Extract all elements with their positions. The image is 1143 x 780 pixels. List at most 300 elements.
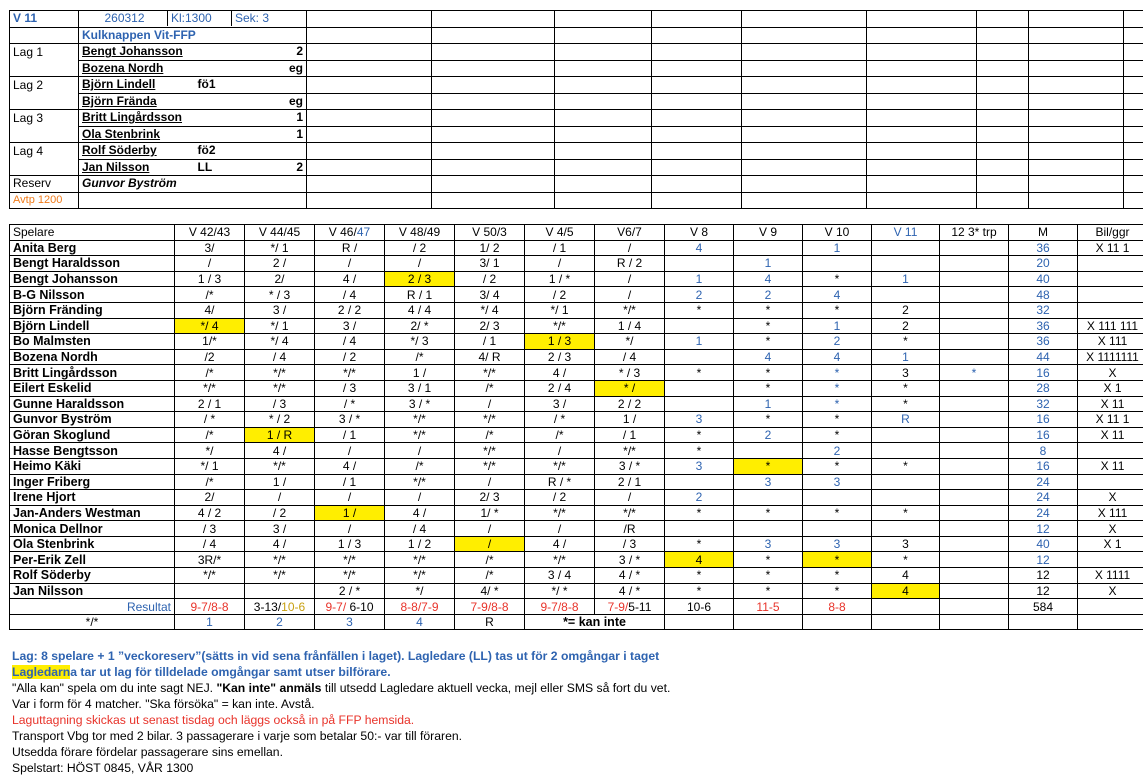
availability-cell: */ * (525, 583, 595, 599)
column-header: V 11 (872, 225, 940, 241)
availability-cell: 4 / (385, 505, 455, 521)
player-row (10, 521, 1143, 537)
availability-cell: */* (455, 412, 525, 428)
lag-label (10, 126, 79, 143)
availability-cell: / 4 (315, 287, 385, 303)
availability-cell: / 4 (245, 349, 315, 365)
availability-cell: X (1078, 521, 1143, 537)
player-name-cell: Bengt Haraldsson (10, 256, 175, 272)
availability-cell: 32 (1009, 302, 1078, 318)
player-row (10, 412, 1143, 428)
availability-cell: * (803, 380, 872, 396)
availability-cell: 1/* (175, 334, 245, 350)
availability-cell: * (872, 552, 940, 568)
availability-cell: / * (315, 396, 385, 412)
availability-cell: * (872, 380, 940, 396)
availability-cell: */* (455, 365, 525, 381)
empty-cell (307, 159, 432, 176)
availability-cell: 3 (803, 536, 872, 552)
availability-cell: / (175, 256, 245, 272)
column-header: Bil/ggr (1078, 225, 1143, 241)
empty-cell (652, 126, 742, 143)
note-line-7: Utsedda förare fördelar passagerare sins emellan. (12, 745, 283, 759)
empty-cell (1124, 159, 1143, 176)
availability-cell: X 1 (1078, 380, 1143, 396)
availability-cell: 16 (1009, 412, 1078, 428)
availability-cell: / 4 (385, 521, 455, 537)
availability-cell: * (665, 505, 734, 521)
availability-cell: */* (525, 552, 595, 568)
lag-label: Lag 2 (10, 77, 79, 94)
availability-cell: 12 (1009, 552, 1078, 568)
availability-cell: 48 (1009, 287, 1078, 303)
legend-1: 1 (175, 614, 245, 630)
availability-cell: / (385, 256, 455, 272)
availability-cell: * / 3 (595, 365, 665, 381)
availability-cell: / (245, 490, 315, 506)
availability-cell: / 1 (595, 427, 665, 443)
availability-cell: * (734, 505, 803, 521)
empty-cell (742, 27, 867, 44)
empty-cell (555, 11, 652, 28)
availability-cell (940, 458, 1009, 474)
availability-cell: 1 / 4 (595, 318, 665, 334)
match-info-row (10, 11, 1143, 28)
availability-cell (940, 443, 1009, 459)
availability-cell: 2/ (245, 271, 315, 287)
result-v46-part: 9-7/ (325, 599, 347, 614)
availability-cell: 4 (665, 552, 734, 568)
reserve-label: Reserv (10, 176, 79, 193)
availability-cell: */ 4 (175, 318, 245, 334)
availability-cell: 4 / (245, 536, 315, 552)
column-header: 12 3* trp (940, 225, 1009, 241)
lineup-row (10, 93, 1143, 110)
availability-cell: * (803, 583, 872, 599)
empty-cell (652, 44, 742, 61)
availability-cell: 1/ * (455, 505, 525, 521)
availability-cell (872, 427, 940, 443)
availability-cell (940, 427, 1009, 443)
empty-cell (432, 176, 555, 193)
availability-cell: 2 / 3 (525, 349, 595, 365)
availability-cell: */* (595, 505, 665, 521)
empty-cell (1029, 110, 1124, 127)
availability-cell (734, 443, 803, 459)
empty-cell (872, 614, 940, 630)
availability-cell (940, 349, 1009, 365)
player-value (273, 77, 303, 92)
empty-cell (867, 93, 977, 110)
availability-cell: 1/ 2 (455, 240, 525, 256)
availability-cell: 4 / (525, 365, 595, 381)
availability-cell (940, 287, 1009, 303)
availability-cell: */ 4 (455, 302, 525, 318)
result-v44 (245, 599, 315, 615)
availability-cell: / (315, 490, 385, 506)
availability-cell: /* (175, 427, 245, 443)
empty-cell (432, 77, 555, 94)
availability-cell (940, 583, 1009, 599)
empty-cell (652, 27, 742, 44)
player-row (10, 505, 1143, 521)
availability-cell (872, 240, 940, 256)
empty-cell (1029, 143, 1124, 160)
player-value: eg (288, 93, 303, 108)
result-v6-part: 7-9/ (607, 599, 629, 614)
empty-cell (1029, 93, 1124, 110)
lineup-row (10, 60, 1143, 77)
availability-cell (175, 583, 245, 599)
availability-cell: X (1078, 365, 1143, 381)
availability-cell: * (803, 552, 872, 568)
availability-cell (940, 505, 1009, 521)
availability-cell: / (315, 256, 385, 272)
availability-cell: */ 1 (245, 240, 315, 256)
empty-cell (432, 126, 555, 143)
empty-cell (867, 176, 977, 193)
empty-cell (867, 159, 977, 176)
lineup-player-line (82, 77, 303, 92)
availability-cell: 2/ * (385, 318, 455, 334)
availability-cell: X 11 1 (1078, 240, 1143, 256)
result-v4-part: 9-7/8-8 (540, 599, 579, 614)
availability-cell: * (734, 334, 803, 350)
result-v48 (385, 599, 455, 615)
lineup-player-line (82, 44, 303, 59)
empty-cell (977, 60, 1029, 77)
result-v46 (315, 599, 385, 615)
availability-cell: 24 (1009, 474, 1078, 490)
empty-cell (742, 93, 867, 110)
availability-cell: 1 / 3 (525, 334, 595, 350)
availability-cell: 2 / * (315, 583, 385, 599)
availability-cell: 28 (1009, 380, 1078, 396)
player-row (10, 287, 1143, 303)
availability-cell: 4 (665, 240, 734, 256)
availability-cell: 4 (872, 568, 940, 584)
availability-cell: 1 (803, 240, 872, 256)
availability-cell: 12 (1009, 568, 1078, 584)
availability-cell: 36 (1009, 334, 1078, 350)
empty-cell (555, 110, 652, 127)
player-name: Rolf Söderby (82, 143, 157, 158)
empty-cell (432, 110, 555, 127)
empty-cell (79, 192, 307, 209)
empty-cell (1124, 27, 1143, 44)
empty-cell (652, 11, 742, 28)
empty-cell (1029, 126, 1124, 143)
availability-cell: / 4 (315, 334, 385, 350)
result-total: 584 (1009, 599, 1078, 615)
availability-cell: * (665, 536, 734, 552)
empty-cell (555, 44, 652, 61)
empty-cell (555, 159, 652, 176)
empty-cell (10, 27, 79, 44)
empty-cell (940, 599, 1009, 615)
player-name-cell: Irene Hjort (10, 490, 175, 506)
player-row (10, 256, 1143, 272)
availability-cell (940, 521, 1009, 537)
availability-cell: * / (595, 380, 665, 396)
empty-cell (734, 614, 803, 630)
player-row (10, 302, 1143, 318)
team-name-row (10, 27, 1143, 44)
column-header: V6/7 (595, 225, 665, 241)
availability-cell: * (803, 302, 872, 318)
availability-cell: * (803, 271, 872, 287)
availability-cell: 3/ 4 (455, 287, 525, 303)
player-value: eg (288, 60, 303, 75)
availability-cell: 2/ (175, 490, 245, 506)
player-role (198, 44, 258, 59)
empty-cell (1029, 176, 1124, 193)
availability-cell: / (525, 256, 595, 272)
availability-cell (734, 240, 803, 256)
availability-cell: 4 (803, 287, 872, 303)
availability-cell: 2 / 1 (595, 474, 665, 490)
player-name-cell: Hasse Bengtsson (10, 443, 175, 459)
reserve-row (10, 176, 1143, 193)
empty-cell (977, 93, 1029, 110)
empty-cell (867, 27, 977, 44)
empty-cell (1029, 77, 1124, 94)
availability-cell: /R (595, 521, 665, 537)
availability-cell (1078, 474, 1143, 490)
player-name-cell: Heimo Käki (10, 458, 175, 474)
result-v50 (455, 599, 525, 615)
legend-4: 4 (385, 614, 455, 630)
availability-cell (940, 412, 1009, 428)
availability-cell: */* (525, 458, 595, 474)
availability-cell: */ 4 (245, 334, 315, 350)
availability-cell: 40 (1009, 536, 1078, 552)
availability-cell: 2/ 3 (455, 490, 525, 506)
empty-cell (742, 126, 867, 143)
empty-cell (307, 143, 432, 160)
empty-cell (432, 60, 555, 77)
availability-cell: * (734, 365, 803, 381)
empty-cell (803, 614, 872, 630)
availability-cell: / (385, 443, 455, 459)
empty-cell (1029, 27, 1124, 44)
player-row (10, 380, 1143, 396)
availability-cell: 36 (1009, 318, 1078, 334)
availability-cell: /* (525, 427, 595, 443)
availability-cell: * (803, 396, 872, 412)
empty-cell (1029, 44, 1124, 61)
empty-cell (977, 192, 1029, 209)
result-v44-part: 10-6 (281, 599, 306, 614)
note-line-3c: till utsedd Lagledare aktuell vecka, mejl eller SMS så fort du vet. (321, 681, 671, 695)
empty-cell (1124, 77, 1143, 94)
note-line-8: Spelstart: HÖST 0845, VÅR 1300 (12, 761, 194, 775)
availability-cell: 3 (803, 474, 872, 490)
empty-cell (1124, 44, 1143, 61)
player-value: 2 (296, 159, 303, 174)
availability-cell: R (872, 412, 940, 428)
player-value: 2 (296, 44, 303, 59)
availability-cell (665, 349, 734, 365)
availability-cell: 4/ R (455, 349, 525, 365)
empty-cell (307, 93, 432, 110)
availability-cell: / 3 (595, 536, 665, 552)
empty-cell (867, 44, 977, 61)
availability-cell: */* (385, 427, 455, 443)
availability-cell: 2 (734, 427, 803, 443)
player-row (10, 365, 1143, 381)
availability-cell: * (665, 568, 734, 584)
column-header: V 42/43 (175, 225, 245, 241)
availability-cell: 24 (1009, 505, 1078, 521)
lineup-table (9, 10, 1143, 209)
availability-cell: / (595, 240, 665, 256)
empty-cell (867, 11, 977, 28)
availability-cell: */ 3 (385, 334, 455, 350)
availability-cell: / (385, 490, 455, 506)
player-row (10, 271, 1143, 287)
availability-cell: */* (595, 302, 665, 318)
availability-cell: */* (315, 552, 385, 568)
availability-cell: 20 (1009, 256, 1078, 272)
availability-cell (940, 552, 1009, 568)
availability-cell: 12 (1009, 521, 1078, 537)
availability-cell (1078, 302, 1143, 318)
player-row (10, 427, 1143, 443)
availability-cell: 16 (1009, 458, 1078, 474)
availability-cell: / 2 (525, 287, 595, 303)
result-v9 (734, 599, 803, 615)
availability-cell: * (734, 318, 803, 334)
availability-cell: */ (595, 334, 665, 350)
empty-cell (432, 143, 555, 160)
availability-cell: * (665, 427, 734, 443)
empty-cell (432, 11, 555, 28)
availability-cell: 1 (665, 334, 734, 350)
availability-cell: 1 (665, 271, 734, 287)
player-row (10, 458, 1143, 474)
availability-cell: R / 2 (595, 256, 665, 272)
availability-cell: /* (455, 427, 525, 443)
note-line-3b: "Kan inte" anmäls (216, 681, 322, 695)
empty-cell (652, 110, 742, 127)
availability-cell: */ (175, 443, 245, 459)
availability-cell: * (665, 583, 734, 599)
availability-cell (872, 474, 940, 490)
column-header: Spelare (10, 225, 175, 241)
availability-cell: * (734, 458, 803, 474)
availability-cell: / (525, 443, 595, 459)
empty-cell (867, 77, 977, 94)
availability-cell (940, 334, 1009, 350)
result-v6 (595, 599, 665, 615)
availability-cell: 1 (872, 349, 940, 365)
legend-symbol: */* (10, 614, 175, 630)
column-header (315, 225, 385, 241)
lineup-row (10, 126, 1143, 143)
empty-cell (1124, 93, 1143, 110)
result-v48-part: 8-8/7-9 (400, 599, 439, 614)
availability-cell: 1 (872, 271, 940, 287)
player-name-cell: Anita Berg (10, 240, 175, 256)
availability-cell: 3 (734, 536, 803, 552)
availability-cell: */* (525, 318, 595, 334)
availability-cell (734, 521, 803, 537)
empty-cell (1124, 192, 1143, 209)
availability-cell: /* (175, 474, 245, 490)
player-name: Jan Nilsson (82, 159, 150, 174)
availability-cell: X 1 (1078, 536, 1143, 552)
week-label: V 11 (10, 11, 79, 28)
availability-cell: X 1111111 (1078, 349, 1143, 365)
lag-label: Lag 3 (10, 110, 79, 127)
empty-cell (432, 192, 555, 209)
column-header: V 8 (665, 225, 734, 241)
availability-cell: 1 / (385, 365, 455, 381)
availability-cell (803, 490, 872, 506)
availability-cell: X 111 111 (1078, 318, 1143, 334)
availability-cell: / 3 (245, 396, 315, 412)
availability-cell: 1 / 3 (175, 271, 245, 287)
availability-cell: * (734, 412, 803, 428)
legend-kan-inte: *= kan inte (525, 614, 665, 630)
availability-cell: /* (175, 287, 245, 303)
note-line-3 (12, 680, 670, 696)
empty-cell (977, 11, 1029, 28)
player-row (10, 490, 1143, 506)
player-name-cell: Gunvor Byström (10, 412, 175, 428)
availability-cell: /* (385, 349, 455, 365)
lineup-player-line (82, 143, 303, 158)
availability-cell: 8 (1009, 443, 1078, 459)
player-name-cell: Björn Fränding (10, 302, 175, 318)
availability-cell: X 11 (1078, 396, 1143, 412)
empty-cell (652, 159, 742, 176)
note-line-3a: "Alla kan" spela om du inte sagt NEJ. (12, 681, 217, 695)
availability-cell: 1 / 3 (315, 536, 385, 552)
availability-cell: 2 (803, 443, 872, 459)
availability-cell (940, 568, 1009, 584)
column-header: V 50/3 (455, 225, 525, 241)
availability-cell: 3 / (245, 302, 315, 318)
result-v6-part: 5-11 (628, 599, 652, 614)
availability-cell (734, 490, 803, 506)
team-name: Kulknappen Vit-FFP (79, 27, 307, 44)
empty-cell (307, 126, 432, 143)
player-name-cell: Ola Stenbrink (10, 536, 175, 552)
availability-cell: * (803, 458, 872, 474)
player-row (10, 536, 1143, 552)
availability-cell: / 3 (175, 521, 245, 537)
availability-cell: 4 / (315, 458, 385, 474)
avtp-label: Avtp 1200 (10, 192, 79, 209)
availability-cell: 44 (1009, 349, 1078, 365)
player-name-cell: Rolf Söderby (10, 568, 175, 584)
player-role: fö2 (197, 143, 216, 158)
empty-cell (872, 599, 940, 615)
player-row (10, 240, 1143, 256)
lag-label (10, 159, 79, 176)
availability-cell: */ 1 (175, 458, 245, 474)
empty-cell (1124, 110, 1143, 127)
player-name-cell: Britt Lingårdsson (10, 365, 175, 381)
availability-cell: / 2 (245, 505, 315, 521)
player-row (10, 334, 1143, 350)
availability-cell: * / 2 (245, 412, 315, 428)
availability-cell: 3 / 4 (525, 568, 595, 584)
player-name-cell: Bengt Johansson (10, 271, 175, 287)
availability-cell: 1 (734, 256, 803, 272)
